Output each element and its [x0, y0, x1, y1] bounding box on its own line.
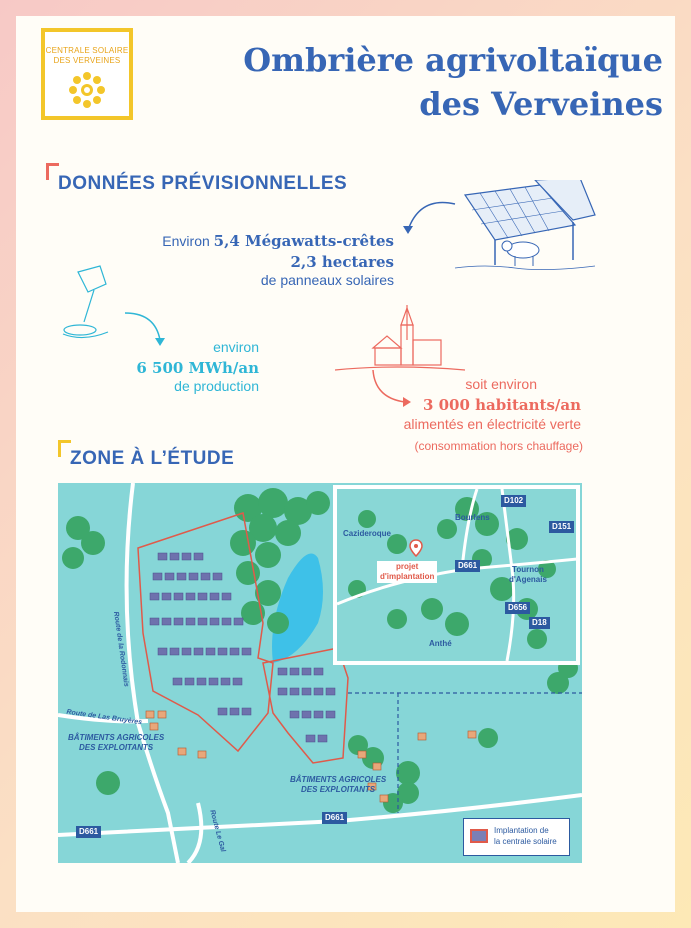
power-stat	[162, 232, 394, 250]
curved-arrow-icon-2	[120, 308, 170, 348]
area-value: 2,3 hectares	[290, 253, 394, 271]
location-pin-icon	[409, 539, 423, 557]
inset-d18: D18	[529, 617, 550, 629]
sun-flower-icon	[64, 70, 110, 110]
inset-bourlens: Bourlens	[455, 513, 490, 522]
solar-shade-cow-illustration	[445, 180, 600, 275]
section2-heading: ZONE À L’ÉTUDE	[70, 448, 235, 469]
solar-zone-swatch	[470, 829, 488, 843]
legend-label: Implantation de la centrale solaire	[494, 826, 557, 846]
page-title	[243, 38, 663, 126]
prod-prefix: environ	[213, 339, 259, 355]
power-value: 5,4 Mégawatts-crêtes	[213, 232, 394, 250]
batiments-label-1: BÂTIMENTS AGRICOLES DES EXPLOITANTS	[68, 733, 165, 752]
section1-heading: DONNÉES PRÉVISIONNELLES	[58, 173, 348, 194]
inset-cazideroque: Cazideroque	[343, 529, 392, 538]
road-gal-label: Route Le Gal	[208, 809, 227, 853]
logo-line2: DES VERVEINES	[53, 56, 121, 65]
hab-label: alimentés en électricité verte	[403, 416, 581, 432]
inset-d656: D656	[505, 602, 530, 614]
batiments-label-2: BÂTIMENTS AGRICOLES DES EXPLOITANTS	[290, 775, 387, 794]
road-brugeres-label: Route de Las Bruyères	[65, 708, 143, 727]
title-line2: des Verveines	[419, 85, 663, 123]
road-d661-mid: D661	[322, 812, 347, 824]
road-rodonnais-label: Route de la Rodonnais	[112, 611, 130, 688]
inset-projet: projet d'implantation	[377, 561, 437, 583]
logo	[41, 28, 133, 120]
inset-anthe: Anthé	[429, 639, 452, 648]
title-line1: Ombrière agrivoltaïque	[243, 41, 663, 79]
inset-tournon: Tournon d'Agenais	[509, 565, 547, 584]
map-legend	[463, 818, 570, 856]
inset-map[interactable]	[333, 485, 580, 665]
prod-label: de production	[174, 378, 259, 394]
power-prefix: Environ	[162, 233, 210, 249]
inset-d151: D151	[549, 521, 574, 533]
curved-arrow-icon-3	[365, 368, 415, 408]
hab-prefix: soit environ	[465, 376, 537, 392]
lake	[272, 554, 323, 664]
hab-note: (consommation hors chauffage)	[414, 439, 583, 453]
road-d661-left: D661	[76, 826, 101, 838]
prod-value: 6 500 MWh/an	[136, 359, 259, 377]
area-label: de panneaux solaires	[260, 272, 394, 288]
hab-value: 3 000 habitants/an	[422, 396, 581, 414]
inset-d661: D661	[455, 560, 480, 572]
curved-arrow-icon	[400, 196, 460, 236]
logo-line1: CENTRALE SOLAIRE	[45, 46, 129, 55]
inset-d102: D102	[501, 495, 526, 507]
